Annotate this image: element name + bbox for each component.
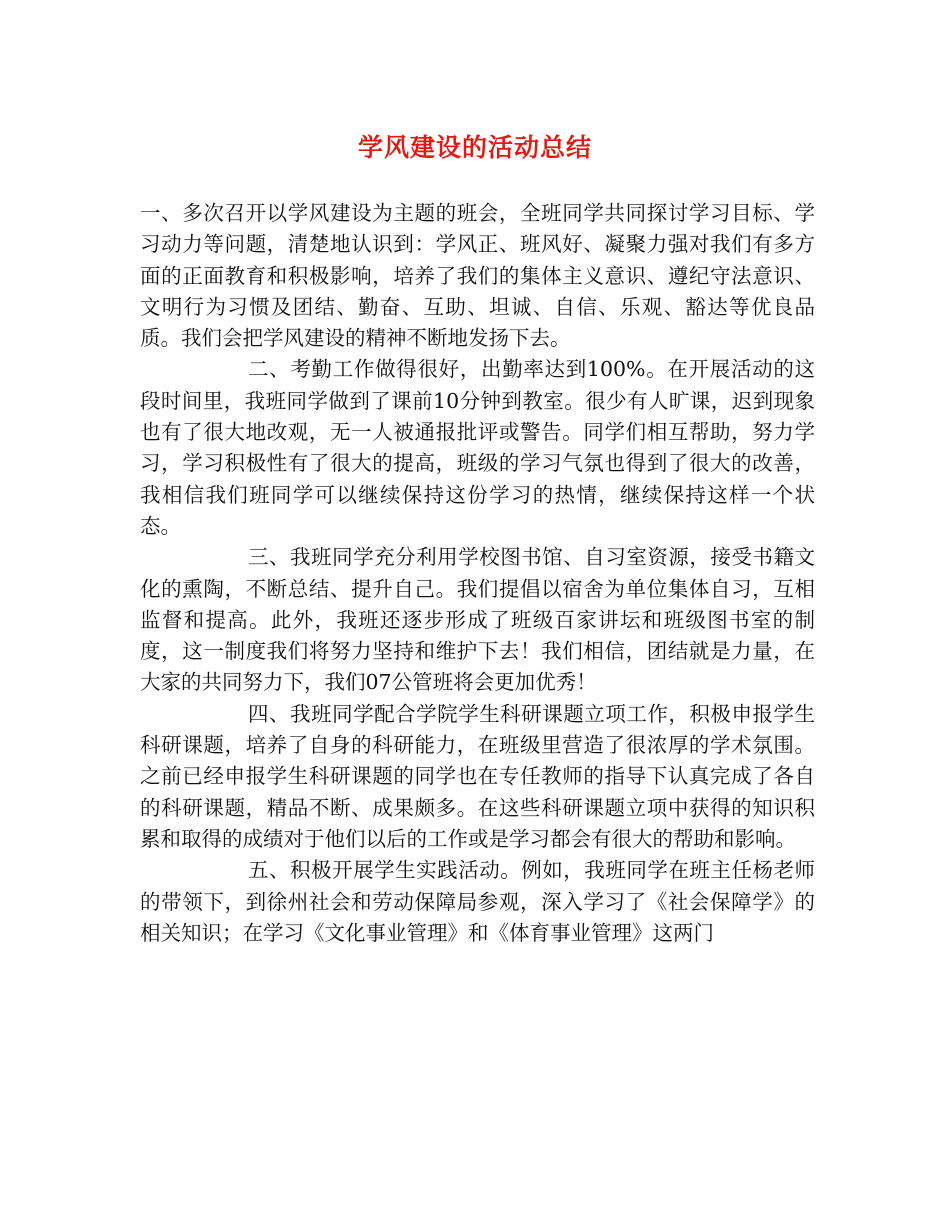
document-body — [140, 198, 815, 949]
paragraph-4: 四、我班同学配合学院学生科研课题立项工作，积极申报学生科研课题，培养了自身的科研能力，在班级里营造了很浓厚的学术氛围。之前已经申报学生科研课题的同学也在专任教师的指导下认真完成了各自的科研课题，精品不断、成果颇多。在这些科研课题立项中获得的知识积累和取得的成绩对于他们以后的工作或是学习都会有很大的帮助和影响。 — [140, 701, 815, 851]
paragraph-3: 三、我班同学充分利用学校图书馆、自习室资源，接受书籍文化的熏陶，不断总结、提升自己。我们提倡以宿舍为单位集体自习，互相监督和提高。此外，我班还逐步形成了班级百家讲坛和班级图书室的制度，这一制度我们将努力坚持和维护下去！我们相信，团结就是力量，在大家的共同努力下，我们07公管班将会更加优秀！ — [140, 545, 815, 695]
paragraph-5: 五、积极开展学生实践活动。例如，我班同学在班主任杨老师的带领下，到徐州社会和劳动保障局参观，深入学习了《社会保障学》的相关知识；在学习《文化事业管理》和《体育事业管理》这两门 — [140, 858, 815, 945]
document-title: 学风建设的活动总结 — [357, 133, 592, 162]
paragraph-2: 二、考勤工作做得很好，出勤率达到100%。在开展活动的这段时间里，我班同学做到了课前10分钟到教室。很少有人旷课，迟到现象也有了很大地改观，无一人被通报批评或警告。同学们相互帮助，努力学习，学习积极性有了很大的提高，班级的学习气氛也得到了很大的改善，我相信我们班同学可以继续保持这份学习的热情，继续保持这样一个状态。 — [140, 357, 815, 538]
paragraph-1: 一、多次召开以学风建设为主题的班会，全班同学共同探讨学习目标、学习动力等问题，清楚地认识到：学风正、班风好、凝聚力强对我们有多方面的正面教育和积极影响，培养了我们的集体主义意识、遵纪守法意识、文明行为习惯及团结、勤奋、互助、坦诚、自信、乐观、豁达等优良品质。我们会把学风建设的精神不断地发扬下去。 — [140, 201, 815, 351]
